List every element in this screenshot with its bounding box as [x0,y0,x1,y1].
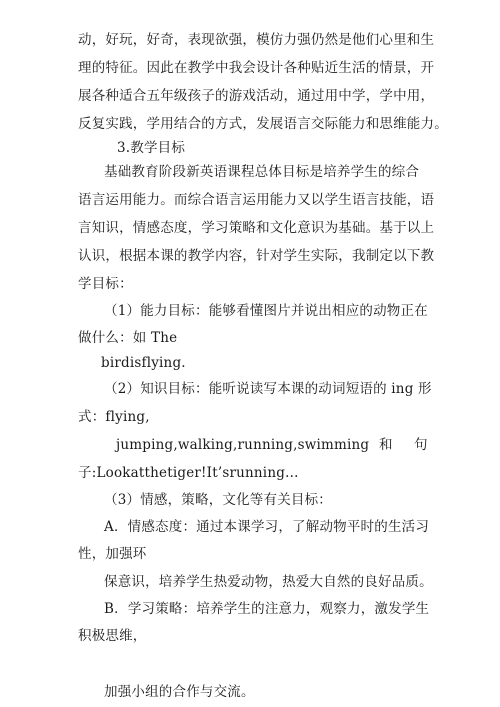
emotion-attitude-line: A．情感态度：通过本课学习，了解动物平时的生活习 [104,519,430,535]
text-run: 展各种适合五年级孩子的游戏活动，通过用中学，学中用， [78,88,435,104]
body-text-line: 学目标： [78,276,133,292]
sentence-label: 句 [414,437,428,453]
text-run: 理的特征。因此在教学中我会设计各种贴近生活的情景，开 [78,60,435,76]
body-text-line [78,30,435,50]
objective-emotion: （3）情感，策略，文化等有关目标： [104,492,332,508]
body-text-line: 式：flying, [78,409,150,425]
body-text-line: 保意识，培养学生热爱动物，热爱大自然的良好品质。 [104,574,433,590]
objective-ability: （1）能力目标：能够看懂图片并说出相应的动物正在 [104,303,428,319]
text-run: 言知识，情感态度，学习策略和文化意识为基础。基于以上 [78,220,435,236]
body-text-line: 子:Lookatthetiger!It’srunning… [78,465,299,481]
objective-knowledge: （2）知识目标：能听说读写本课的动词短语的 ing 形 [104,381,432,397]
learning-strategy-line: B．学习策略：培养学生的注意力，观察力，激发学生 [104,601,430,617]
body-text-line [78,58,435,78]
body-text-line [78,86,435,106]
text-run: 基础教育阶段新英语课程总体目标是培养学生的综合 [104,164,420,180]
text-run: 语言运用能力。而综合语言运用能力又以学生语言技能，语 [78,192,435,208]
body-text-line: 性，加强环 [78,546,147,562]
example-sentence: birdisflying. [101,355,186,371]
text-run: 动，好玩，好奇，表现欲强，模仿力强仍然是他们心里和生 [78,32,435,48]
body-text-line [78,218,435,238]
body-text-line: 积极思维， [78,628,147,644]
phrase-list: jumping,walking,running,swimming [116,437,370,453]
body-text-line [104,162,428,182]
body-text-line: 做什么：如 The [78,330,178,346]
body-text-line: 加强小组的合作与交流。 [104,684,255,700]
text-run: 认识，根据本课的教学内容，针对学生实际，我制定以下教 [78,248,435,264]
conjunction-text: 和 [379,437,393,453]
section-heading: 3.教学目标 [117,140,186,156]
body-text-line [78,190,435,210]
body-text-line: 反复实践，学用结合的方式，发展语言交际能力和思维能力。 [78,116,448,132]
body-text-line [78,246,435,266]
